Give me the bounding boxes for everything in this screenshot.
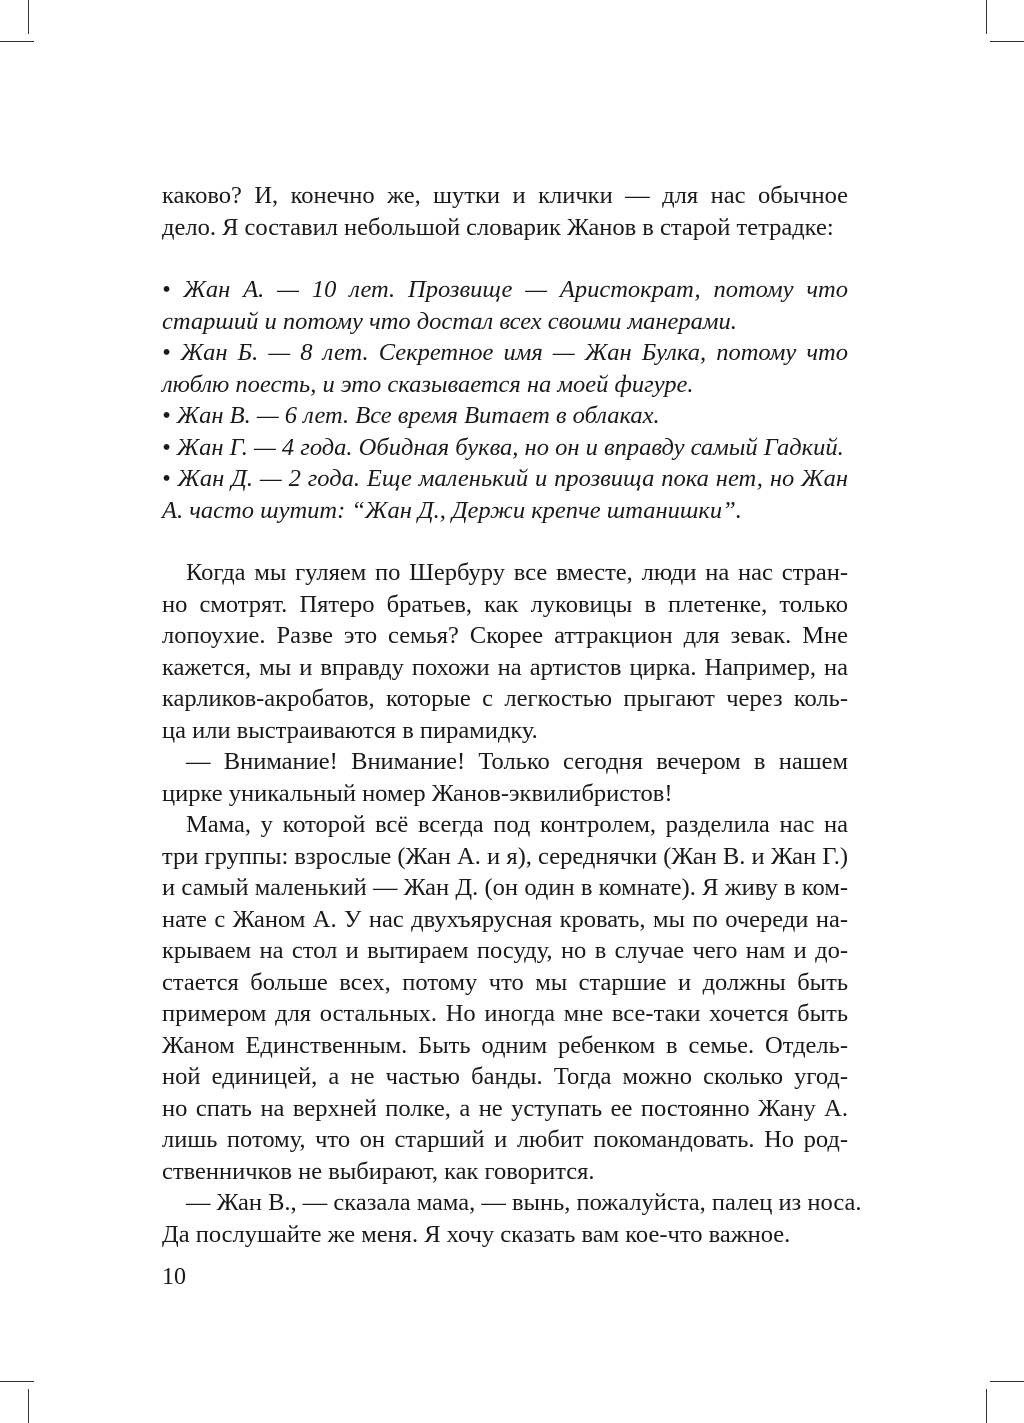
list-item-line: • Жан А. — 10 лет. Прозвище — Аристократ, потому что <box>162 276 848 303</box>
text-line: стается больше всех, потому что мы старшие и должны быть <box>162 968 848 996</box>
list-item-line: старший и потому что достал всех своими манерами. <box>162 307 737 335</box>
text-line: Мама, у которой всё всегда под контролем, разделила нас на <box>186 811 848 838</box>
text-line: — Жан В., — сказала мама, — вынь, пожалуйста, палец из носа. <box>186 1189 862 1216</box>
crop-mark <box>986 1389 987 1423</box>
dialogue-paragraph <box>162 746 848 809</box>
crop-mark <box>28 0 29 34</box>
text-line: и самый маленький — Жан Д. (он один в комнате). Я живу в ком- <box>162 874 848 901</box>
text-line: карликов-акробатов, которые с легкостью прыгают через коль- <box>162 685 848 712</box>
text-line: Жаном Единственным. Быть одним ребенком в семье. Отдель- <box>162 1031 848 1059</box>
text-line: но спать на верхней полке, а не уступать ее постоянно Жану А. <box>162 1094 848 1122</box>
text-line: примером для остальных. Но иногда мне все-таки хочется быть <box>162 1000 848 1027</box>
text-line: ственничков не выбирают, как говорится. <box>162 1157 595 1185</box>
text-line: каково? И, конечно же, шутки и клички — для нас обычное <box>162 182 848 209</box>
spacer <box>162 243 848 274</box>
paragraph <box>162 809 848 1187</box>
intro-paragraph <box>162 180 848 243</box>
text-line: лопоухие. Разве это семья? Скорее аттракцион для зевак. Мне <box>162 622 848 649</box>
spacer <box>162 526 848 557</box>
page-number: 10 <box>162 1264 186 1290</box>
text-line: кажется, мы и вправду похожи на артистов цирка. Например, на <box>162 653 848 681</box>
list-item-line: • Жан Д. — 2 года. Еще маленький и прозвища пока нет, но Жан <box>162 465 848 492</box>
list-item-line: А. часто шутит: “Жан Д., Держи крепче штанишки”. <box>162 496 742 524</box>
text-line: дело. Я составил небольшой словарик Жанов в старой тетрадке: <box>162 213 834 241</box>
list-item-line: • Жан В. — 6 лет. Все время Витает в облаках. <box>162 402 660 429</box>
list-item-line: люблю поесть, и это сказывается на моей фигуре. <box>162 370 694 398</box>
jean-glossary-list <box>162 274 848 526</box>
crop-mark <box>986 0 987 34</box>
crop-mark <box>0 41 34 42</box>
text-line: цирке уникальный номер Жанов-эквилибристов! <box>162 779 673 807</box>
text-line: ца или выстраиваются в пирамидку. <box>162 716 538 744</box>
dialogue-paragraph <box>162 1187 862 1250</box>
text-line: Да послушайте же меня. Я хочу сказать вам кое-что важное. <box>162 1220 791 1248</box>
text-line: — Внимание! Внимание! Только сегодня вечером в нашем <box>186 748 848 775</box>
crop-mark <box>0 1381 34 1382</box>
crop-mark <box>28 1389 29 1423</box>
list-item-line: • Жан Г. — 4 года. Обидная буква, но он и вправду самый Гадкий. <box>162 433 844 461</box>
text-line: лишь потому, что он старший и любит покомандовать. Но род- <box>162 1126 848 1153</box>
crop-mark <box>990 41 1024 42</box>
text-line: Когда мы гуляем по Шербуру все вместе, люди на нас стран- <box>186 559 848 586</box>
text-line: нате с Жаном А. У нас двухъярусная кровать, мы по очереди на- <box>162 905 848 933</box>
text-line: три группы: взрослые (Жан А. и я), середнячки (Жан В. и Жан Г.) <box>162 842 848 870</box>
paragraph <box>162 557 848 746</box>
text-line: крываем на стол и вытираем посуду, но в случае чего нам и до- <box>162 937 848 964</box>
text-line: ной единицей, а не частью банды. Тогда можно сколько угод- <box>162 1063 848 1090</box>
list-item-line: • Жан Б. — 8 лет. Секретное имя — Жан Булка, потому что <box>162 339 848 366</box>
crop-mark <box>990 1381 1024 1382</box>
text-line: но смотрят. Пятеро братьев, как луковицы в плетенке, только <box>162 590 848 618</box>
body-text <box>162 180 862 1250</box>
